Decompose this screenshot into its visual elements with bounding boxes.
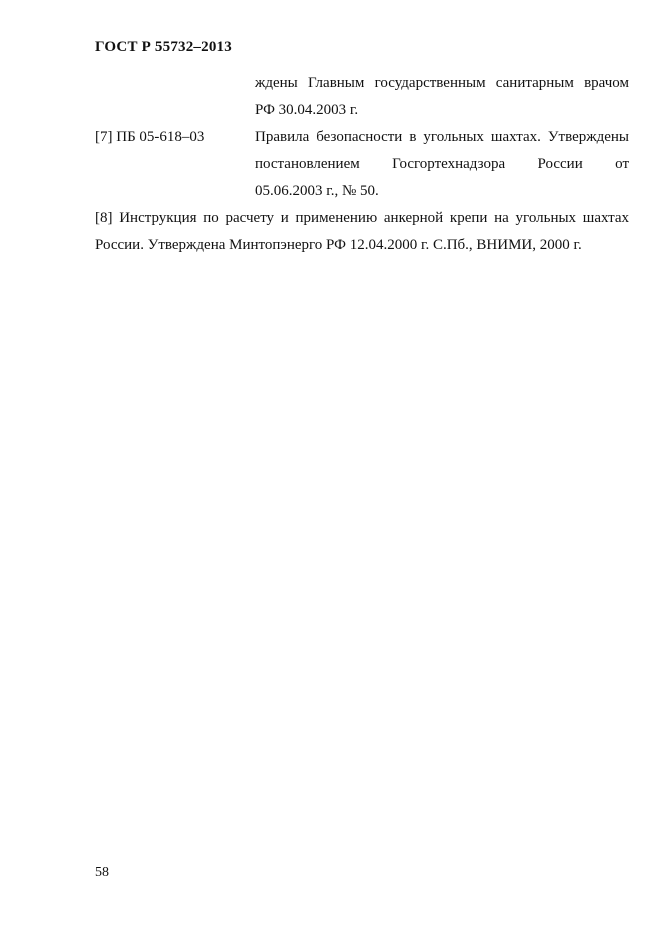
reference-code-spacer (95, 151, 255, 178)
reference-item-7-line-3 (95, 178, 629, 205)
reference-text-line: постановлением Госгортехнадзора России от (255, 156, 629, 172)
reference-code (95, 70, 255, 97)
reference-text-line: Правила безопасности в угольных шахтах. Утверждены (255, 129, 629, 145)
reference-item-7-line-2 (95, 151, 629, 178)
reference-item-8-line-2: России. Утверждена Минтопэнерго РФ 12.04.2000 г. С.Пб., ВНИМИ, 2000 г. (95, 237, 582, 253)
reference-item-6-line-2 (95, 97, 629, 124)
reference-item-8-line-1: [8] Инструкция по расчету и применению анкерной крепи на угольных шахтах (95, 210, 629, 226)
document-header-title: ГОСТ Р 55732–2013 (95, 39, 232, 55)
page-number: 58 (95, 865, 109, 880)
reference-text-line: РФ 30.04.2003 г. (255, 102, 359, 118)
reference-text-line: 05.06.2003 г., № 50. (255, 183, 379, 199)
reference-code: [7] ПБ 05-618–03 (95, 129, 205, 145)
reference-code-spacer (95, 97, 255, 124)
reference-list (95, 70, 629, 259)
reference-text-line: ждены Главным государственным санитарным врачом (255, 75, 629, 91)
reference-item-7 (95, 124, 629, 151)
reference-code-spacer (95, 178, 255, 205)
reference-item-6-continued (95, 70, 629, 97)
